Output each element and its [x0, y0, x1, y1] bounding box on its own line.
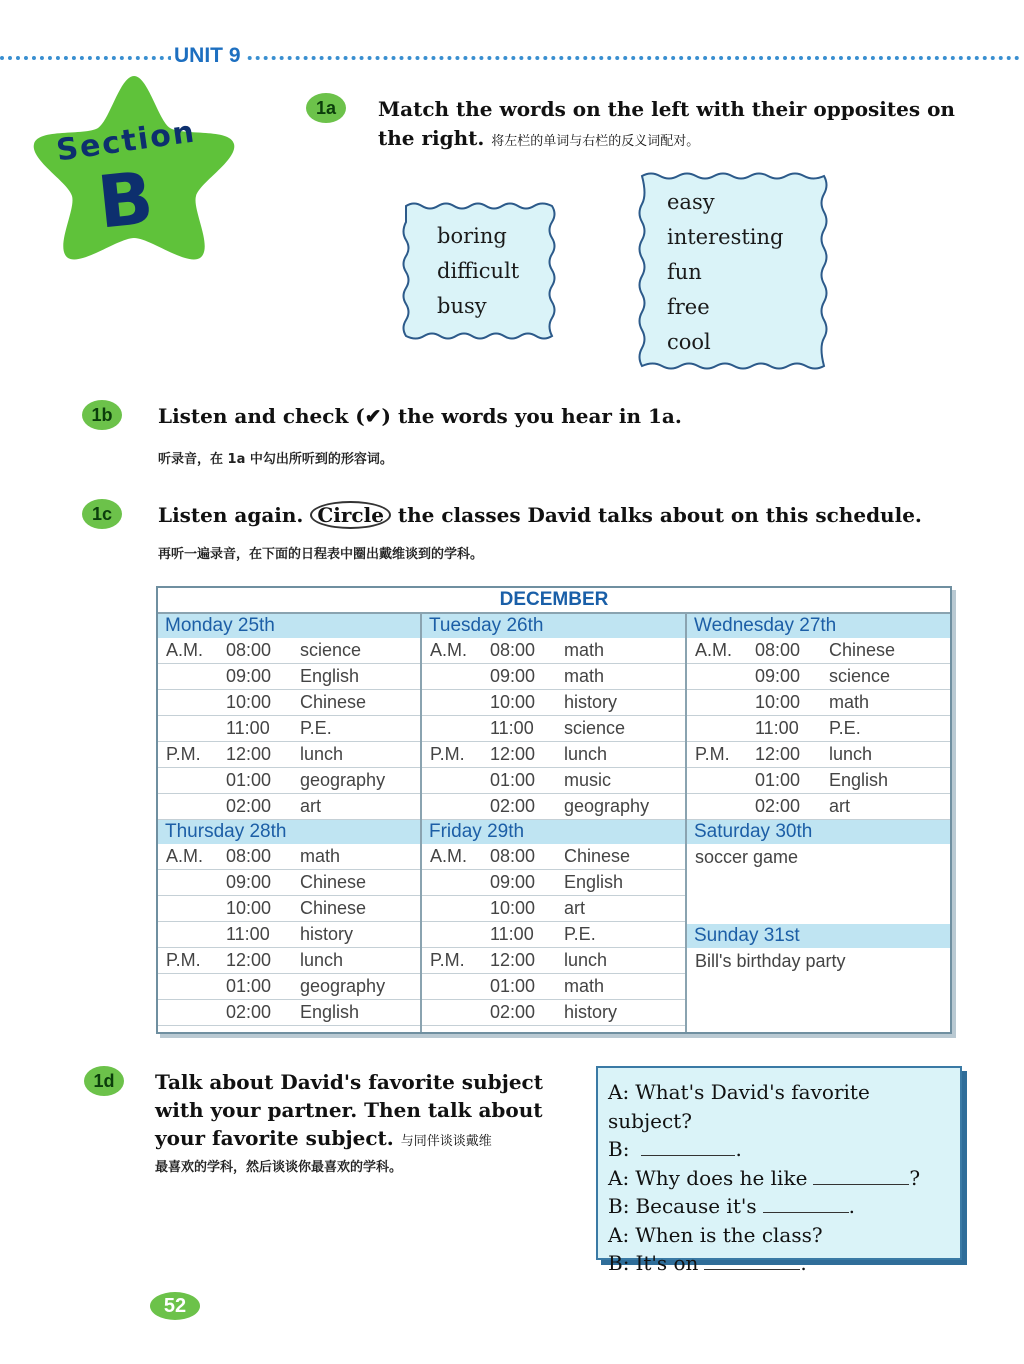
class-time: 08:00 [226, 846, 272, 866]
period-label: A.M. [430, 846, 468, 866]
schedule-row [158, 690, 420, 716]
class-subject: lunch [300, 744, 344, 764]
class-subject: science [564, 718, 626, 738]
day-block [158, 820, 420, 1026]
class-time: 02:00 [755, 796, 801, 816]
period-label [687, 768, 755, 793]
unit-label: UNIT 9 [171, 44, 244, 68]
schedule-row [422, 638, 685, 664]
class-time: 12:00 [490, 950, 536, 970]
schedule-divider [685, 612, 687, 1032]
exercise-1c-instruction: Listen again. Circle the classes David talks about on this schedule. [158, 503, 922, 527]
section-b-star [30, 70, 238, 265]
period-label [687, 664, 755, 689]
class-subject: science [829, 666, 891, 686]
period-label [158, 1000, 226, 1025]
class-subject: English [564, 872, 624, 892]
schedule-row [687, 716, 950, 742]
class-time: 12:00 [226, 744, 272, 764]
day-header: Thursday 28th [158, 820, 420, 844]
class-time: 10:00 [226, 692, 272, 712]
exercise-1d-instruction: Talk about David's favorite subject with your partner. Then talk about your favorite subject. 与同伴谈谈戴维 最喜欢的学科，然后谈谈你最喜欢的学科。 [155, 1068, 575, 1180]
class-subject: lunch [564, 744, 608, 764]
word-item: boring [437, 224, 507, 248]
class-subject: math [564, 640, 605, 660]
instruction-chinese: 将左栏的单词与右栏的反义词配对。 [491, 134, 700, 149]
period-label: P.M. [166, 950, 201, 970]
day-header: Sunday 31st [687, 924, 950, 948]
day-event: Bill's birthday party [695, 951, 846, 971]
class-time: 09:00 [226, 666, 272, 686]
word-item: interesting [667, 225, 784, 249]
word-item: difficult [437, 259, 520, 283]
schedule-row [687, 742, 950, 768]
dialog-punctuation: . [848, 1194, 855, 1218]
schedule-row [158, 870, 420, 896]
answer-blank[interactable] [813, 1166, 909, 1185]
speaker-label: A: [608, 1080, 630, 1104]
class-time: 12:00 [755, 744, 801, 764]
class-subject: Chinese [300, 872, 367, 892]
day-block [687, 820, 950, 924]
period-label [422, 870, 490, 895]
dialog-text: When is the class? [635, 1222, 823, 1247]
schedule-row [158, 896, 420, 922]
class-time: 11:00 [226, 718, 270, 738]
period-label: P.M. [166, 744, 201, 764]
section-letter: B [93, 155, 158, 245]
class-time: 09:00 [226, 872, 272, 892]
exercise-1b-instruction-chinese: 听录音，在 1a 中勾出所听到的形容词。 [158, 452, 393, 467]
class-subject: math [829, 692, 870, 712]
dialog-line [608, 1221, 960, 1250]
schedule-row [422, 768, 685, 794]
class-subject: science [300, 640, 362, 660]
class-time: 09:00 [490, 666, 536, 686]
class-time: 08:00 [755, 640, 801, 660]
class-subject: lunch [564, 950, 608, 970]
schedule-row [158, 844, 420, 870]
page-number: 52 [150, 1292, 200, 1320]
period-label: P.M. [430, 744, 465, 764]
period-label [422, 974, 490, 999]
word-item: easy [667, 190, 715, 214]
period-label: A.M. [166, 846, 204, 866]
exercise-1a-badge: 1a [306, 93, 346, 123]
class-subject: P.E. [300, 718, 332, 738]
class-subject: history [564, 1002, 618, 1022]
day-block [687, 924, 950, 1026]
dialog-text: It's on [635, 1251, 699, 1275]
class-subject: English [829, 770, 889, 790]
instruction-line: Match the words on the left with their opposites on [378, 97, 955, 121]
word-item: fun [667, 260, 702, 284]
class-time: 10:00 [490, 692, 536, 712]
day-block [687, 614, 950, 820]
class-time: 02:00 [490, 1002, 536, 1022]
section-word: Section [54, 114, 199, 169]
period-label [422, 1000, 490, 1025]
dialog-line [608, 1164, 960, 1193]
schedule-row [687, 768, 950, 794]
dialog-text: Why does he like [635, 1165, 808, 1190]
header-dotted-rule [0, 56, 1020, 60]
schedule-row [422, 794, 685, 820]
schedule-row [158, 794, 420, 820]
instruction-chinese: 最喜欢的学科，然后谈谈你最喜欢的学科。 [155, 1160, 403, 1175]
class-subject: music [564, 770, 612, 790]
schedule-row [422, 870, 685, 896]
class-time: 09:00 [490, 872, 536, 892]
dialog-box [596, 1066, 962, 1275]
answer-blank[interactable] [704, 1251, 800, 1270]
class-time: 01:00 [490, 770, 536, 790]
schedule-row [422, 1000, 685, 1026]
day-header: Saturday 30th [687, 820, 950, 844]
class-time: 12:00 [226, 950, 272, 970]
class-time: 02:00 [490, 796, 536, 816]
day-header: Friday 29th [422, 820, 685, 844]
period-label [158, 716, 226, 741]
period-label [158, 768, 226, 793]
schedule-row [158, 768, 420, 794]
speaker-label: A: [608, 1222, 630, 1247]
class-time: 10:00 [226, 898, 272, 918]
class-time: 12:00 [490, 744, 536, 764]
period-label: P.M. [430, 950, 465, 970]
schedule-row [422, 716, 685, 742]
class-time: 01:00 [755, 770, 801, 790]
class-subject: P.E. [564, 924, 596, 944]
exercise-1d-badge: 1d [84, 1066, 124, 1096]
period-label [158, 896, 226, 921]
class-subject: geography [300, 976, 386, 996]
schedule-row [687, 638, 950, 664]
schedule-row [422, 922, 685, 948]
class-time: 08:00 [490, 640, 536, 660]
schedule-row [422, 948, 685, 974]
class-subject: English [300, 666, 360, 686]
schedule-row [422, 896, 685, 922]
period-label: A.M. [430, 640, 468, 660]
day-block [422, 614, 685, 820]
exercise-1a-instruction [378, 95, 978, 156]
speaker-label: B: [608, 1251, 630, 1275]
dialog-text: What's David's favorite subject? [608, 1080, 870, 1133]
class-subject: P.E. [829, 718, 861, 738]
class-time: 01:00 [226, 770, 272, 790]
period-label [158, 794, 226, 819]
dialog-text: Because it's [635, 1194, 757, 1218]
day-header: Monday 25th [158, 614, 420, 638]
schedule-row [422, 974, 685, 1000]
class-time: 11:00 [226, 924, 270, 944]
class-time: 08:00 [490, 846, 536, 866]
word-item: free [667, 295, 710, 319]
period-label [422, 794, 490, 819]
class-time: 02:00 [226, 1002, 272, 1022]
schedule-row [422, 664, 685, 690]
class-subject: history [564, 692, 618, 712]
class-subject: lunch [829, 744, 873, 764]
class-subject: art [564, 898, 586, 918]
dialog-line [608, 1192, 960, 1221]
period-label [422, 922, 490, 947]
period-label: A.M. [695, 640, 733, 660]
period-label [687, 716, 755, 741]
period-label [422, 690, 490, 715]
period-label [687, 794, 755, 819]
schedule-row [687, 664, 950, 690]
class-time: 08:00 [226, 640, 272, 660]
class-subject: Chinese [300, 898, 367, 918]
class-subject: art [300, 796, 322, 816]
class-time: 09:00 [755, 666, 801, 686]
class-subject: Chinese [564, 846, 631, 866]
check-mark-icon: ✔ [364, 404, 382, 428]
class-time: 02:00 [226, 796, 272, 816]
schedule-row [158, 716, 420, 742]
period-label [158, 974, 226, 999]
schedule-row [422, 690, 685, 716]
instruction-line: the right. 将左栏的单词与右栏的反义词配对。 [378, 126, 700, 150]
day-header: Wednesday 27th [687, 614, 950, 638]
schedule-row [158, 948, 420, 974]
class-subject: geography [300, 770, 386, 790]
period-label [687, 690, 755, 715]
period-label [422, 768, 490, 793]
schedule-row [158, 664, 420, 690]
period-label: P.M. [695, 744, 730, 764]
right-word-box [636, 170, 830, 372]
schedule-month: DECEMBER [158, 588, 950, 614]
day-header: Tuesday 26th [422, 614, 685, 638]
dialog-punctuation: . [800, 1251, 807, 1275]
schedule-body [158, 614, 950, 1032]
class-time: 11:00 [755, 718, 799, 738]
class-subject: math [300, 846, 341, 866]
day-event: soccer game [695, 847, 799, 867]
dialog-line [608, 1249, 960, 1278]
class-subject: math [564, 666, 605, 686]
class-time: 10:00 [490, 898, 536, 918]
schedule-row [158, 742, 420, 768]
exercise-1c-badge: 1c [82, 499, 122, 529]
period-label [158, 664, 226, 689]
exercise-1b-badge: 1b [82, 400, 122, 430]
exercise-1c-instruction-chinese: 再听一遍录音，在下面的日程表中圈出戴维谈到的学科。 [158, 547, 484, 562]
speaker-label: B: [608, 1137, 630, 1161]
dialog-punctuation: . [735, 1137, 742, 1161]
period-label: A.M. [166, 640, 204, 660]
schedule-divider [420, 612, 422, 1032]
schedule-row [158, 922, 420, 948]
answer-blank[interactable] [641, 1137, 735, 1156]
class-subject: math [564, 976, 605, 996]
period-label [422, 716, 490, 741]
class-subject: English [300, 1002, 360, 1022]
december-schedule [156, 586, 952, 1034]
class-subject: history [300, 924, 354, 944]
exercise-1b-instruction: Listen and check (✔) the words you hear in 1a. [158, 404, 682, 428]
dialog-line [608, 1078, 960, 1135]
day-block [422, 820, 685, 1026]
class-time: 10:00 [755, 692, 801, 712]
period-label [422, 896, 490, 921]
period-label [422, 664, 490, 689]
dialog-punctuation: ? [909, 1165, 921, 1190]
word-item: busy [437, 294, 487, 318]
class-time: 01:00 [490, 976, 536, 996]
class-subject: geography [564, 796, 650, 816]
schedule-row [158, 638, 420, 664]
dialog-line [608, 1135, 960, 1164]
schedule-row [158, 1000, 420, 1026]
schedule-row [422, 742, 685, 768]
schedule-row [687, 794, 950, 820]
class-time: 11:00 [490, 718, 534, 738]
word-item: cool [667, 330, 711, 354]
day-block [158, 614, 420, 820]
schedule-row [422, 844, 685, 870]
speaker-label: B: [608, 1194, 630, 1218]
answer-blank[interactable] [763, 1194, 849, 1213]
period-label [158, 870, 226, 895]
left-word-box [400, 200, 558, 342]
class-subject: lunch [300, 950, 344, 970]
circle-word: Circle [310, 501, 391, 529]
class-time: 01:00 [226, 976, 272, 996]
speaker-label: A: [608, 1165, 630, 1190]
class-subject: Chinese [300, 692, 367, 712]
schedule-row [158, 974, 420, 1000]
class-subject: art [829, 796, 851, 816]
class-subject: Chinese [829, 640, 896, 660]
period-label [158, 690, 226, 715]
schedule-row [687, 690, 950, 716]
period-label [158, 922, 226, 947]
instruction-chinese: 与同伴谈谈戴维 [400, 1134, 492, 1149]
class-time: 11:00 [490, 924, 534, 944]
